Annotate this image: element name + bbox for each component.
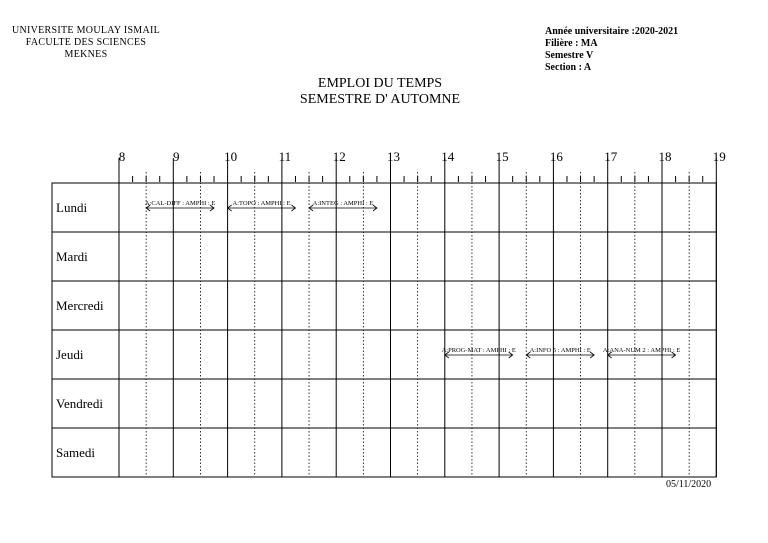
hour-label: 13 — [387, 149, 400, 164]
day-label: Samedi — [56, 445, 95, 460]
day-label: Vendredi — [56, 396, 103, 411]
hour-label: 19 — [712, 149, 726, 164]
hour-label: 10 — [224, 149, 238, 164]
title-line-1: EMPLOI DU TEMPS — [317, 76, 443, 91]
session-label: A:CAL-DIFF : AMPHI : E — [144, 200, 216, 207]
hour-label: 17 — [604, 149, 618, 164]
title-line-2: SEMESTRE D' AUTOMNE — [299, 92, 461, 107]
academic-year: Année universitaire :2020-2021 — [545, 26, 679, 37]
session-label: A:ANA-NUM 2 : AMPHI : E — [602, 347, 681, 354]
day-label: Mercredi — [56, 298, 104, 313]
session-label: A:INFO 5 : AMPHI : E — [529, 347, 591, 354]
day-label: Mardi — [56, 249, 88, 264]
session-label: A:PROG-MAT : AMPHI : E — [441, 347, 516, 354]
semester: Semestre V — [545, 50, 594, 61]
hour-label: 8 — [118, 149, 126, 164]
hour-label: 16 — [549, 149, 563, 164]
footer-date: 05/11/2020 — [666, 479, 712, 490]
session-label: A:TOPO : AMPHI : E — [232, 200, 291, 207]
hour-label: 12 — [332, 149, 346, 164]
university-name: UNIVERSITE MOULAY ISMAIL — [11, 25, 161, 36]
field-of-study: Filière : MA — [545, 38, 598, 49]
city-name: MEKNES — [64, 49, 108, 60]
day-label: Lundi — [56, 200, 88, 215]
hour-label: 11 — [278, 149, 292, 164]
hour-label: 9 — [173, 149, 180, 164]
hour-label: 18 — [658, 149, 672, 164]
day-label: Jeudi — [56, 347, 84, 362]
section: Section : A — [545, 62, 592, 73]
hour-label: 15 — [495, 149, 509, 164]
session-label: A:INTEG : AMPHI : E — [312, 200, 374, 207]
faculty-name: FACULTE DES SCIENCES — [25, 37, 147, 48]
hour-label: 14 — [441, 149, 455, 164]
